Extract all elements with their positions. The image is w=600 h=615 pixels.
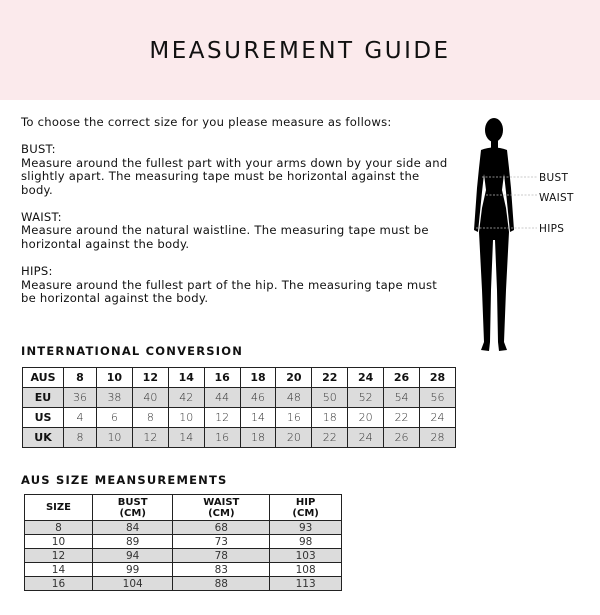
waist-instructions	[21, 211, 451, 251]
measurements-header-cell: SIZE	[25, 495, 93, 521]
measurements-cell: 16	[25, 577, 93, 591]
conversion-cell: 52	[348, 388, 384, 408]
measurements-cell: 83	[173, 563, 270, 577]
measurements-cell: 98	[270, 535, 342, 549]
conversion-cell: 22	[312, 368, 348, 388]
conversion-cell: 16	[204, 428, 240, 448]
conversion-cell: 20	[276, 368, 312, 388]
conversion-cell: 28	[420, 428, 456, 448]
measurements-cell: 89	[92, 535, 172, 549]
conversion-header-row	[23, 368, 456, 388]
conversion-cell: 14	[168, 428, 204, 448]
conversion-row	[23, 428, 456, 448]
conversion-cell: 22	[312, 428, 348, 448]
measurements-cell: 78	[173, 549, 270, 563]
measurements-cell: 99	[92, 563, 172, 577]
conversion-cell: 22	[384, 408, 420, 428]
conversion-cell: 38	[97, 388, 133, 408]
bust-label: BUST	[539, 172, 569, 184]
conversion-cell: 24	[348, 368, 384, 388]
measurements-cell: 73	[173, 535, 270, 549]
conversion-row-label: UK	[23, 428, 64, 448]
conversion-cell: 12	[132, 428, 168, 448]
page-header	[0, 0, 600, 100]
measurements-cell: 93	[270, 521, 342, 535]
body-silhouette-icon	[462, 110, 592, 360]
waist-heading: WAIST:	[21, 210, 62, 225]
conversion-cell: 24	[420, 408, 456, 428]
measurements-title: AUS SIZE MEANSUREMENTS	[21, 473, 228, 487]
conversion-cell: 48	[276, 388, 312, 408]
conversion-cell: 18	[240, 368, 276, 388]
body-measurement-figure	[462, 110, 592, 360]
conversion-cell: 42	[168, 388, 204, 408]
measurements-cell: 108	[270, 563, 342, 577]
waist-label: WAIST	[539, 192, 574, 204]
hips-text: Measure around the fullest part of the hip. The measuring tape must be horizontal against the body.	[21, 277, 438, 306]
hips-heading: HIPS:	[21, 264, 53, 279]
conversion-cell: 8	[64, 368, 97, 388]
conversion-cell: 14	[240, 408, 276, 428]
conversion-cell: 10	[97, 428, 133, 448]
measurements-cell: 88	[173, 577, 270, 591]
conversion-cell: 28	[420, 368, 456, 388]
conversion-cell: 16	[204, 368, 240, 388]
conversion-cell: 10	[97, 368, 133, 388]
conversion-cell: 18	[312, 408, 348, 428]
conversion-cell: 36	[64, 388, 97, 408]
bust-instructions	[21, 143, 451, 197]
hips-instructions	[21, 265, 451, 305]
conversion-cell: 12	[204, 408, 240, 428]
conversion-cell: 10	[168, 408, 204, 428]
conversion-cell: 20	[276, 428, 312, 448]
conversion-cell: 26	[384, 428, 420, 448]
measurements-header-cell: HIP (CM)	[270, 495, 342, 521]
measurements-header-row	[25, 495, 342, 521]
hips-label: HIPS	[539, 223, 565, 235]
conversion-cell: 46	[240, 388, 276, 408]
conversion-table	[22, 367, 456, 448]
measurements-cell: 104	[92, 577, 172, 591]
bust-heading: BUST:	[21, 142, 56, 157]
conversion-cell: 50	[312, 388, 348, 408]
measurements-cell: 94	[92, 549, 172, 563]
conversion-row-label: AUS	[23, 368, 64, 388]
conversion-cell: 44	[204, 388, 240, 408]
conversion-cell: 6	[97, 408, 133, 428]
measurements-row	[25, 535, 342, 549]
conversion-cell: 40	[132, 388, 168, 408]
conversion-cell: 18	[240, 428, 276, 448]
conversion-row	[23, 388, 456, 408]
page-title: MEASUREMENT GUIDE	[149, 38, 451, 64]
conversion-cell: 20	[348, 408, 384, 428]
conversion-title: INTERNATIONAL CONVERSION	[21, 344, 244, 358]
conversion-row	[23, 408, 456, 428]
conversion-cell: 12	[132, 368, 168, 388]
bust-text: Measure around the fullest part with your arms down by your side and slightly apart. The measuring tape must be horizontal against the body.	[21, 155, 448, 197]
measurements-cell: 84	[92, 521, 172, 535]
measurements-row	[25, 549, 342, 563]
conversion-cell: 8	[64, 428, 97, 448]
measurements-row	[25, 577, 342, 591]
measurements-header-cell: BUST (CM)	[92, 495, 172, 521]
measurements-cell: 14	[25, 563, 93, 577]
conversion-cell: 14	[168, 368, 204, 388]
measurements-row	[25, 521, 342, 535]
conversion-row-label: EU	[23, 388, 64, 408]
conversion-cell: 4	[64, 408, 97, 428]
measuring-instructions	[21, 116, 451, 305]
waist-text: Measure around the natural waistline. The measuring tape must be horizontal against the body.	[21, 223, 429, 251]
measurements-cell: 113	[270, 577, 342, 591]
intro-lead: To choose the correct size for you please measure as follows:	[21, 115, 392, 129]
size-measurements-table	[24, 494, 342, 591]
measurements-cell: 68	[173, 521, 270, 535]
measurements-row	[25, 563, 342, 577]
measurements-cell: 10	[25, 535, 93, 549]
conversion-row-label: US	[23, 408, 64, 428]
measurements-cell: 12	[25, 549, 93, 563]
conversion-cell: 24	[348, 428, 384, 448]
conversion-cell: 16	[276, 408, 312, 428]
measurements-cell: 8	[25, 521, 93, 535]
measurements-header-cell: WAIST (CM)	[173, 495, 270, 521]
conversion-cell: 26	[384, 368, 420, 388]
conversion-cell: 56	[420, 388, 456, 408]
conversion-cell: 54	[384, 388, 420, 408]
measurements-cell: 103	[270, 549, 342, 563]
conversion-cell: 8	[132, 408, 168, 428]
